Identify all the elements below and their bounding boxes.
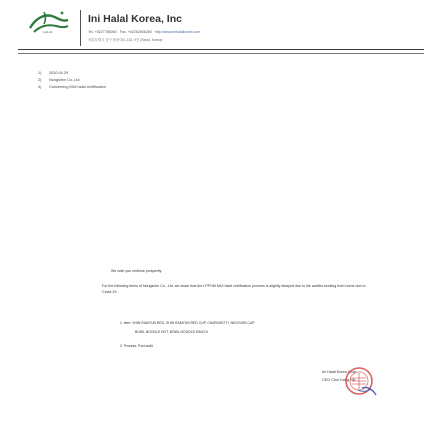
- company-seal: [340, 364, 378, 398]
- field-text: 2020.04.29: [49, 71, 69, 75]
- field-number: 1): [38, 71, 42, 75]
- field-number: 2): [38, 78, 42, 82]
- subject-field: [38, 85, 106, 89]
- signature-company: Ini Halal Korea Corp: [322, 370, 357, 374]
- field-text: Nongshim Co.,Ltd: [49, 78, 80, 82]
- date-field: [38, 71, 68, 75]
- item-line-2: 2. Process: Post audit: [120, 344, 153, 348]
- letterhead-divider: [80, 10, 81, 46]
- website-link[interactable]: http://www.inihalalkorea.com: [154, 30, 201, 34]
- field-text: Concerning MUI halal certification: [49, 85, 106, 89]
- recipient-field: [38, 78, 79, 82]
- item-line-1: 1. Item: SHIN RAMYUN RED, SHIN RAMYUN RED CUP, CHAPAGETTI, NEOGURI CUP,: [120, 321, 256, 325]
- body-paragraph: For the following items of Nongshim Co., Ltd. we share that the LPPOM MUI halal certification process is slightly delayed due to the auditor working from home due to Covid-19.: [102, 284, 366, 294]
- header-rule: [18, 49, 424, 50]
- company-name: Ini Halal Korea, Inc: [88, 13, 182, 25]
- phone: Tel. +8227786060: [88, 30, 117, 34]
- fax: Fax. +82262806260: [119, 30, 152, 34]
- signature-name: CEO Choi Kang Sik: [322, 378, 356, 382]
- greeting: We wish you endless prosperity.: [111, 269, 163, 273]
- logo-caption: HALAL: [43, 30, 53, 34]
- header-rule-thin: [18, 53, 424, 54]
- contact-line: [88, 30, 200, 34]
- field-number: 3): [38, 85, 42, 89]
- item-line-1-cont: BOWL NOODLE HOT, BOWL NOODLE KIMCHI: [135, 330, 208, 334]
- address-line: 서울특별시 중구 세종대로 110, 9층 (Seoul, Korea): [88, 38, 163, 42]
